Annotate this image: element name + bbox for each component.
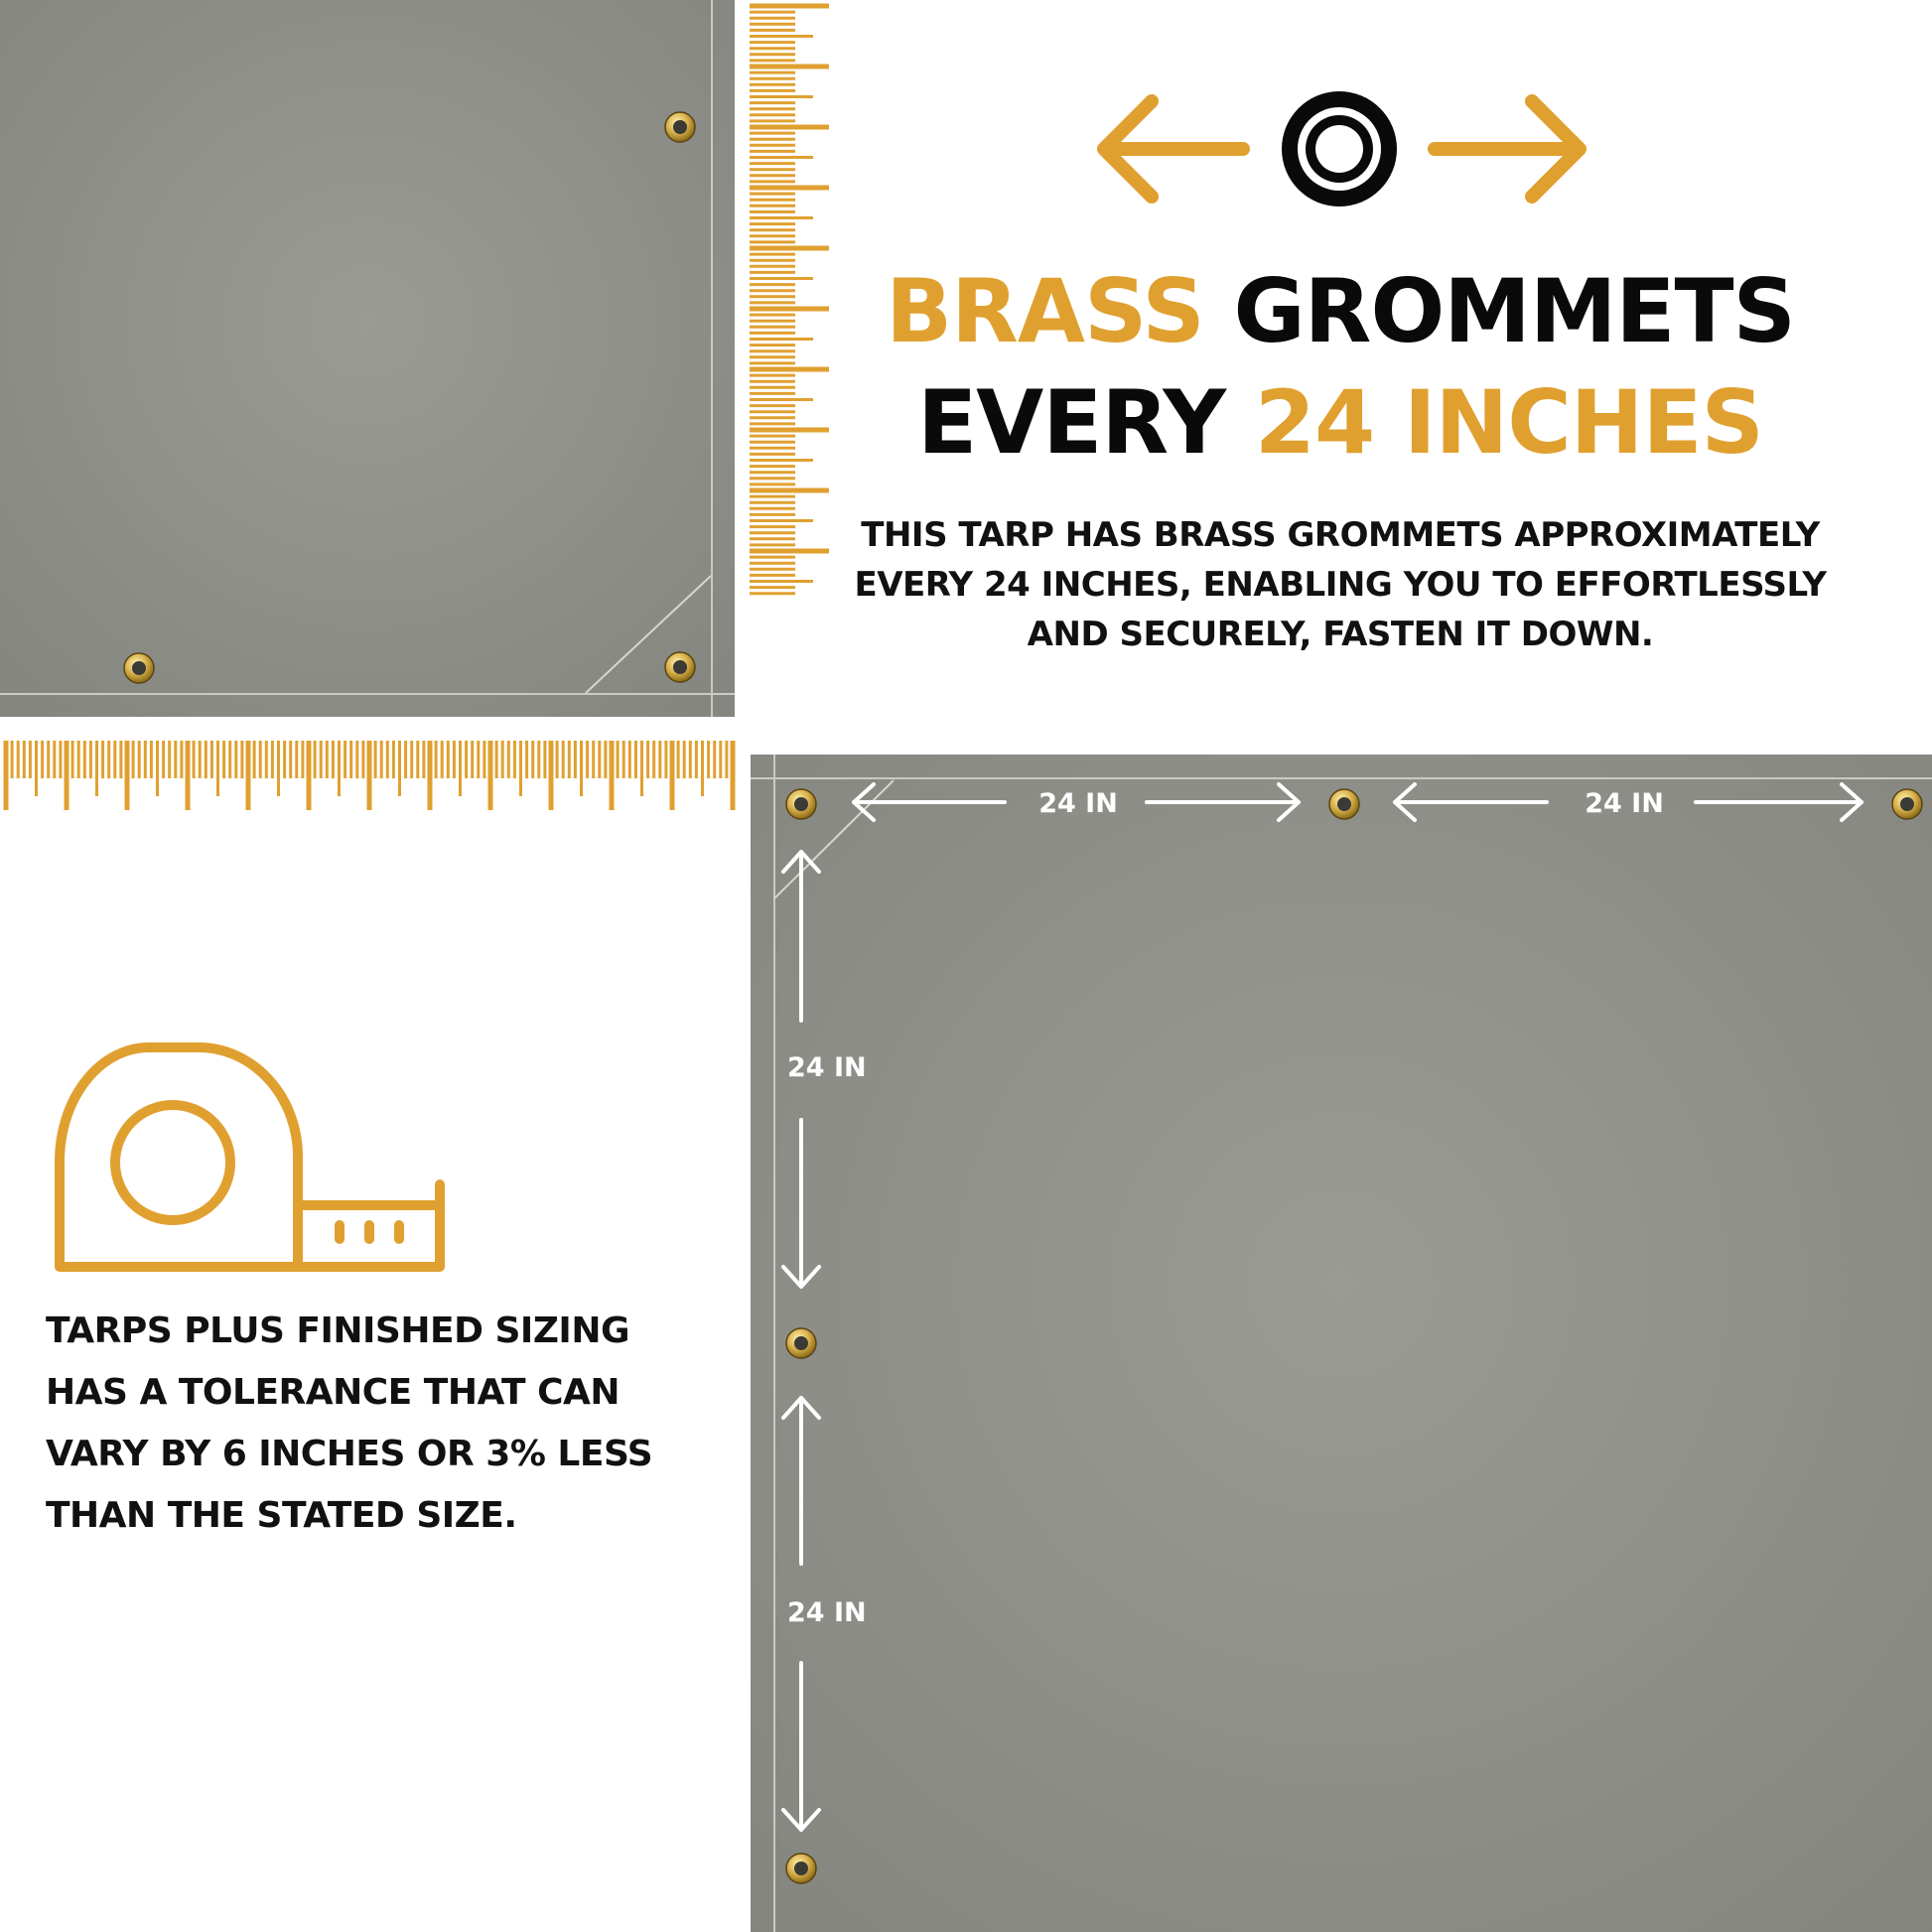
headline-grommets: GROMMETS [1233,260,1795,362]
headline-brass: BRASS [886,260,1204,362]
tarp-corner-top-left [0,0,735,717]
spacing-label-top-right: 24 IN [1585,788,1664,819]
headline-line-1 [824,260,1857,362]
grommet [665,112,695,142]
grommet-description: THIS TARP HAS BRASS GROMMETS APPROXIMATELY EVERY 24 INCHES, ENABLING YOU TO EFFORTLESSLY AND SECURELY, FASTEN IT DOWN. [854,515,1827,654]
spacing-label-top-left: 24 IN [1038,788,1118,819]
tarp-section-bottom-right [751,755,1932,1932]
right-arrow-icon [1435,101,1580,197]
grommet-icon [1282,91,1397,207]
grommet [665,652,695,682]
grommet [1892,789,1922,819]
ruler-horizontal-icon [6,741,733,810]
headline-24-inches: 24 INCHES [1254,371,1763,474]
grommet [1329,789,1359,819]
headline-line-2 [824,371,1857,474]
grommet [786,1328,816,1358]
ruler-vertical-icon [750,6,829,594]
headline-every: EVERY [917,371,1226,474]
tolerance-note: TARPS PLUS FINISHED SIZING HAS A TOLERANCE THAT CAN VARY BY 6 INCHES OR 3% LESS THAN THE STATED SIZE. [46,1311,653,1536]
left-arrow-icon [1104,101,1243,197]
grommet [124,653,154,683]
spacing-label-side-upper: 24 IN [787,1052,867,1083]
grommet [786,1854,816,1883]
grommet [786,789,816,819]
spacing-label-side-lower: 24 IN [787,1597,867,1628]
tape-measure-icon [60,1047,440,1267]
